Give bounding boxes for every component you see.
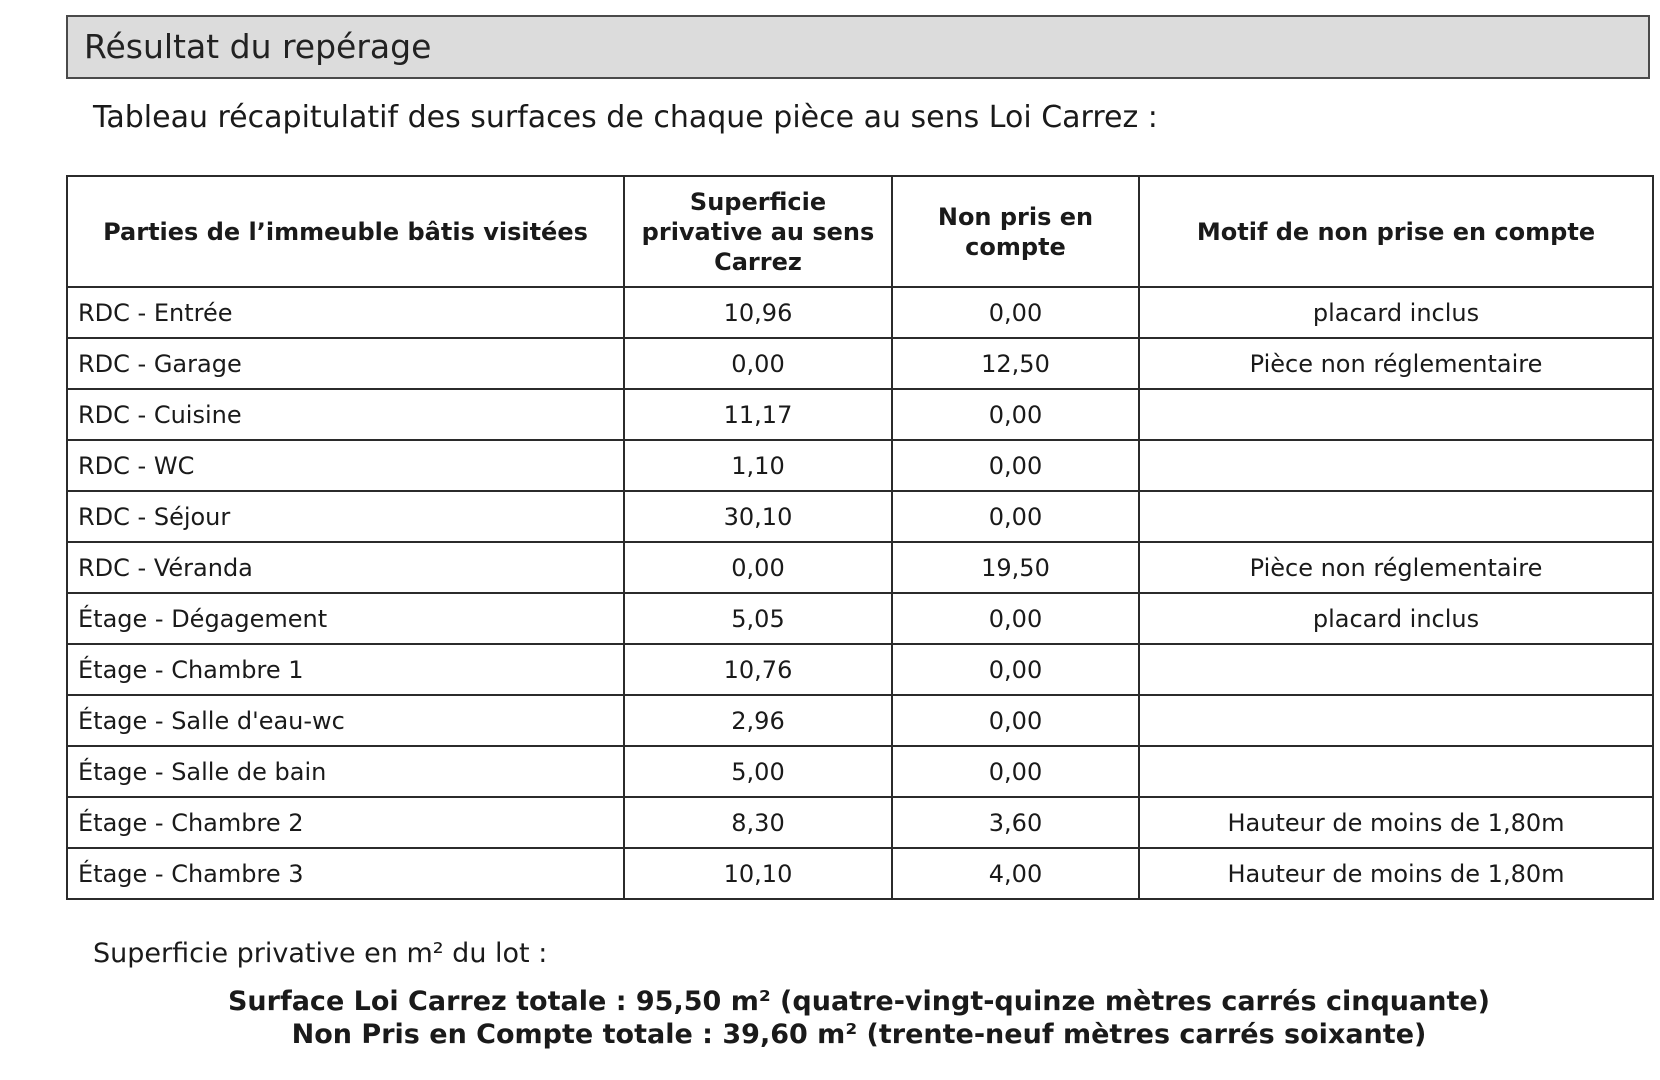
cell-non-pris: 4,00 [892,848,1139,899]
cell-motif: Pièce non réglementaire [1139,338,1653,389]
cell-piece: RDC - Cuisine [67,389,624,440]
cell-non-pris: 0,00 [892,695,1139,746]
cell-motif [1139,746,1653,797]
cell-piece: Étage - Salle d'eau-wc [67,695,624,746]
table-row [67,746,1653,797]
table-row [67,440,1653,491]
cell-superficie: 5,05 [624,593,892,644]
column-header-motif: Motif de non prise en compte [1139,176,1653,287]
table-intro: Tableau récapitulatif des surfaces de chaque pièce au sens Loi Carrez : [93,100,1158,135]
section-title: Résultat du repérage [66,15,1650,79]
table-header-row [67,176,1653,287]
cell-non-pris: 0,00 [892,644,1139,695]
cell-motif [1139,389,1653,440]
cell-piece: RDC - Garage [67,338,624,389]
table-row [67,797,1653,848]
lot-surface-label: Superficie privative en m² du lot : [93,938,548,969]
table-row [67,695,1653,746]
surfaces-table [66,175,1654,900]
cell-non-pris: 0,00 [892,440,1139,491]
cell-piece: Étage - Chambre 2 [67,797,624,848]
cell-piece: RDC - WC [67,440,624,491]
cell-non-pris: 3,60 [892,797,1139,848]
cell-motif [1139,695,1653,746]
cell-piece: Étage - Chambre 3 [67,848,624,899]
total-carrez: Surface Loi Carrez totale : 95,50 m² (quatre-vingt-quinze mètres carrés cinquante) [227,986,1490,1017]
cell-superficie: 8,30 [624,797,892,848]
cell-superficie: 10,10 [624,848,892,899]
cell-superficie: 2,96 [624,695,892,746]
cell-motif: placard inclus [1139,593,1653,644]
table-row [67,593,1653,644]
cell-piece: RDC - Véranda [67,542,624,593]
column-header-piece: Parties de l’immeuble bâtis visitées [67,176,624,287]
cell-motif [1139,644,1653,695]
cell-piece: RDC - Entrée [67,287,624,338]
table-row [67,491,1653,542]
cell-superficie: 1,10 [624,440,892,491]
column-header-superficie: Superficie privative au sens Carrez [624,176,892,287]
cell-piece: Étage - Chambre 1 [67,644,624,695]
cell-non-pris: 0,00 [892,746,1139,797]
cell-non-pris: 19,50 [892,542,1139,593]
cell-piece: Étage - Salle de bain [67,746,624,797]
cell-motif: Hauteur de moins de 1,80m [1139,797,1653,848]
cell-superficie: 0,00 [624,542,892,593]
cell-superficie: 5,00 [624,746,892,797]
cell-superficie: 11,17 [624,389,892,440]
table-row [67,287,1653,338]
cell-superficie: 0,00 [624,338,892,389]
table-row [67,338,1653,389]
cell-motif: placard inclus [1139,287,1653,338]
cell-motif [1139,440,1653,491]
cell-motif: Hauteur de moins de 1,80m [1139,848,1653,899]
total-non-pris: Non Pris en Compte totale : 39,60 m² (trente-neuf mètres carrés soixante) [291,1019,1427,1050]
table-row [67,848,1653,899]
table-row [67,644,1653,695]
table-row [67,542,1653,593]
cell-motif [1139,491,1653,542]
cell-non-pris: 0,00 [892,389,1139,440]
cell-non-pris: 0,00 [892,491,1139,542]
table-row [67,389,1653,440]
cell-non-pris: 0,00 [892,287,1139,338]
cell-non-pris: 0,00 [892,593,1139,644]
cell-superficie: 10,76 [624,644,892,695]
totals-block [66,985,1652,1051]
cell-piece: RDC - Séjour [67,491,624,542]
cell-non-pris: 12,50 [892,338,1139,389]
cell-piece: Étage - Dégagement [67,593,624,644]
cell-superficie: 30,10 [624,491,892,542]
cell-motif: Pièce non réglementaire [1139,542,1653,593]
column-header-non-pris: Non pris en compte [892,176,1139,287]
cell-superficie: 10,96 [624,287,892,338]
